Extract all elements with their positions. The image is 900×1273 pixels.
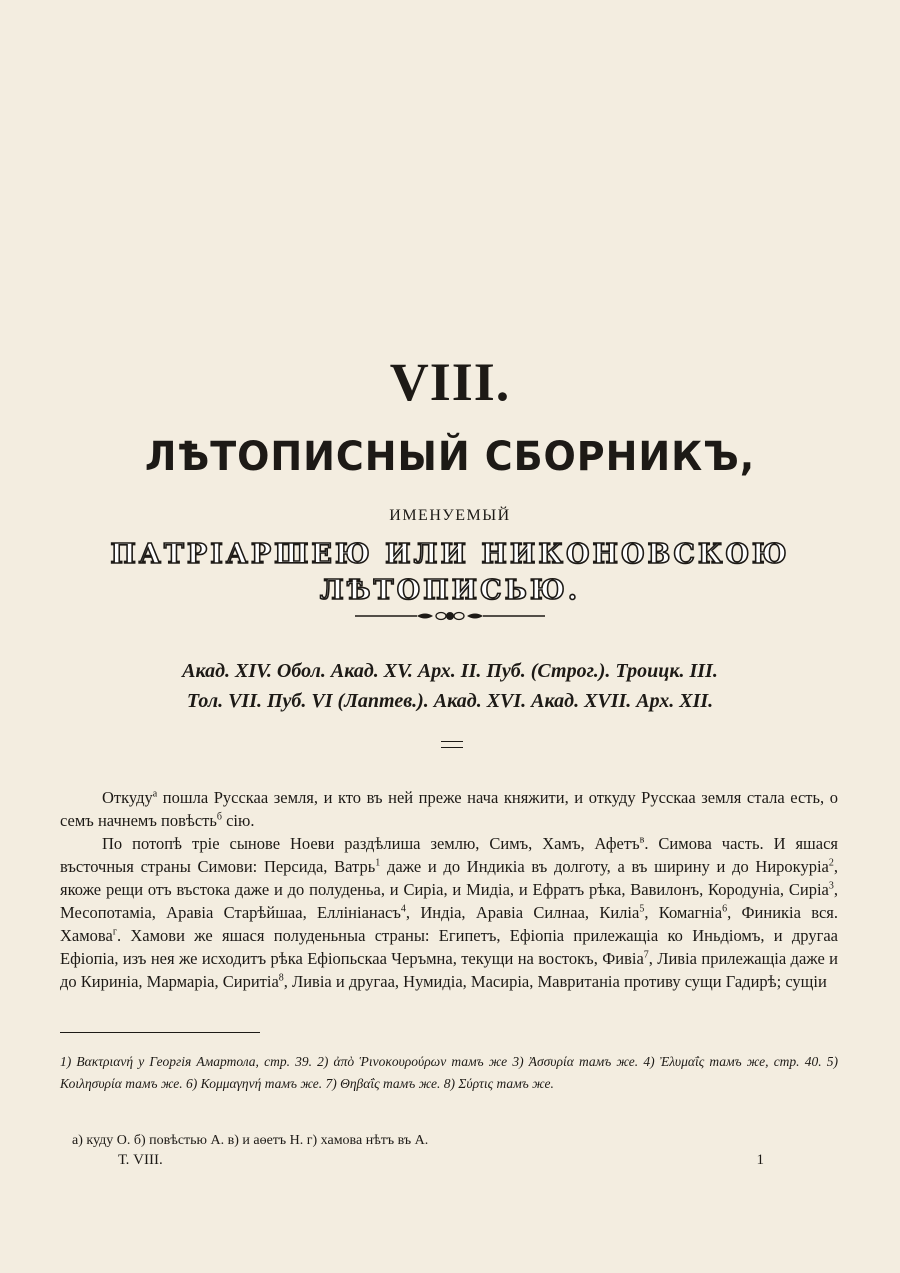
variant-mark: б	[216, 811, 222, 823]
footnote-mark: 3	[828, 880, 834, 892]
page-number: 1	[756, 1152, 764, 1168]
variant-mark: а	[152, 788, 158, 800]
page-title: ЛѢТОПИСНЫЙ СБОРНИКЪ,	[144, 434, 756, 480]
footnotes: 1) Βακτριανή у Георгія Амартола, стр. 39. 2) ἀπὸ Ῥινοκουρούρων тамъ же 3) Ἀσσυρία тамъ же. 4) Ἐλυμαΐς тамъ же, стр. 40. 5) Κοιλησυρία тамъ же. 6) Κομμαγηνή тамъ же. 7) Θηβαΐς тамъ же. 8) Σύρτις тамъ же.	[60, 1054, 838, 1091]
footnote-separator	[60, 1032, 260, 1033]
footnote-mark: 4	[400, 903, 406, 915]
footnote-mark: 2	[828, 857, 834, 869]
textual-variants: а) куду О. б) повѣстью А. в) и аѳетъ Н. г) хамова нѣтъ въ А.	[72, 1133, 429, 1148]
variant-mark: г	[112, 926, 117, 938]
footnote-mark: 6	[722, 903, 728, 915]
paragraph-2: По потопѣ тріе сынове Ноеви раздѣлиша землю, Симъ, Хамъ, Афетъ$^в$. Симова часть. И яшася въсточныя страны Симови: Персида, Ватрь$^1$ даже и до Индикіа въ долготу, а въ ширину и до Нирокуріа$^2$, якоже рещи отъ въстока даже и до полуденьа, и Сиріа, и Мидіа, и Ефратъ рѣка, Вавилонъ, Кородуніа, Сиріа$^3$, Месопотаміа, Аравіа Старѣйшаа, Еллініанасъ$^4$, Индіа, Аравіа Силнаа, Киліа$^5$, Комагніа$^6$, Финикіа вся. Хамова$^г$. Хамови же яшася полуденьныа страны: Египетъ, Ефіопіа прилежащіа ко Иньдіомъ, и другаа Ефіопіа, изъ нея же исходитъ рѣка Ефіопьскаа Черъмна, текущи на востокъ, Фивіа$^7$, Ливіа прилежащіа даже и до Кириніа, Мармаріа, Сиритіа$^8$, Ливіа и другаа, Нумидіа, Масиріа, Мавританіа противу сущи Гадирѣ; сущіи	[60, 834, 839, 991]
source-list-line-2: Тол. VII. Пуб. VI (Лаптев.). Акад. XVI. Акад. XVII. Арх. XII.	[186, 690, 714, 712]
decorated-title: ПАТРІАРШЕЮ ИЛИ НИКОНОВСКОЮ ЛѢТОПИСЬЮ.	[110, 539, 790, 606]
ornament-divider	[355, 606, 545, 626]
double-rule-divider	[441, 741, 463, 748]
body-text	[60, 786, 838, 993]
paragraph-1: Откуду$^а$ пошла Русскаа земля, и кто въ ней преже нача княжити, и откуду Русскаа земля стала есть, о семъ начнемъ повѣсть$^б$ сію.	[60, 788, 838, 830]
variant-mark: в	[639, 834, 645, 846]
source-list-line-1: Акад. XIV. Обол. Акад. XV. Арх. II. Пуб. (Строг.). Троицк. III.	[182, 660, 718, 682]
footnote-mark: 7	[643, 949, 649, 961]
footnote-mark: 8	[278, 972, 284, 984]
subtitle: ИМЕНУЕМЫЙ	[389, 507, 511, 524]
volume-number: VIII.	[389, 352, 511, 412]
footnote-mark: 1	[375, 857, 381, 869]
footnote-mark: 5	[639, 903, 645, 915]
volume-label: Т. VIII.	[118, 1152, 163, 1168]
